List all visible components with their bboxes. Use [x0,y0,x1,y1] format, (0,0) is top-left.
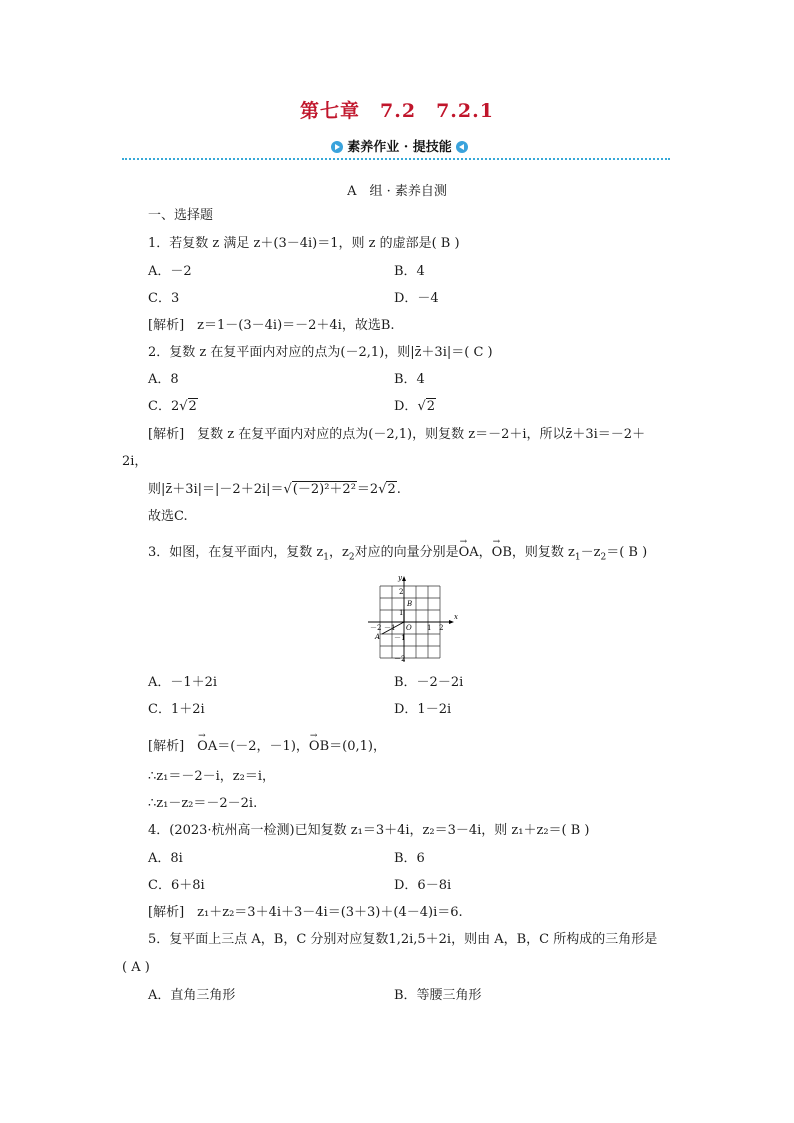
q3-analysis-line2: ∴z₁＝－2－i，z₂＝i， [148,769,275,784]
q3-analysis-line1 [148,738,386,756]
sqrt-sign: √ [179,399,188,414]
q3-option-d: D．1－2i [394,702,452,717]
analysis-text: ＝(－2，－1)， [217,739,309,754]
analysis-text: z＝1－(3－4i)＝－2＋4i，故选B. [197,318,395,333]
x-axis-label: x [454,613,458,621]
y-axis-label: y [398,574,402,582]
sqrt-radicand: (－2)²＋2² [292,482,356,497]
subscript: 1 [323,552,329,563]
y-tick: －1 [394,634,406,642]
q2-option-b: B．4 [394,372,425,387]
q2-option-d [394,398,436,416]
banner-label [307,138,492,158]
x-tick: 2 [439,624,444,632]
analysis-text: ＝2 [356,482,379,497]
part-heading: 一、选择题 [148,208,214,223]
subscript: 1 [574,552,581,563]
q3-option-c: C．1＋2i [148,702,205,717]
q4-option-b: B．6 [394,851,425,866]
q4-option-d: D．6－8i [394,878,452,893]
sqrt-radicand: 2 [426,399,436,414]
page-title: 第七章 7.2 7.2.1 [300,100,494,122]
arrow-left-icon [456,141,468,153]
x-tick: 1 [427,624,432,632]
x-tick: －2 [370,624,382,632]
q1-analysis [148,317,395,335]
section-banner [122,138,670,160]
vector-oa: → OA [459,544,479,562]
q3-option-b: B．－2－2i [394,675,464,690]
vector-oa: → OA [197,738,217,756]
q1-option-d: D．－4 [394,291,439,306]
q3-option-a: A．－1＋2i [148,675,218,690]
q5-stem-line2: ( A ) [122,960,150,975]
q1-option-c: C．3 [148,291,180,306]
origin-label: O [406,624,412,632]
analysis-label: [解析] [148,427,185,442]
analysis-text: 复数 z 在复平面内对应的点为(－2,1)，则复数 z＝－2＋i，所以z̄＋3i＝－2＋ [197,427,646,442]
analysis-text: z₁＋z₂＝3＋4i＋3－4i＝(3＋3)＋(4－4)i＝6. [197,905,463,920]
complex-plane-figure [366,572,462,664]
q4-stem: 4．(2023·杭州高一检测)已知复数 z₁＝3＋4i，z₂＝3－4i，则 z₁＋z₂＝( B ) [148,823,590,838]
q3-stem [148,544,647,567]
q2-analysis-line3 [148,481,401,499]
q1-option-a: A．－2 [148,264,192,279]
sqrt-sign: √ [417,399,426,414]
option-text: D． [394,399,418,414]
q2-option-c [148,398,198,416]
vector-ob: → OB [492,544,512,562]
q2-analysis-line4: 故选C. [148,509,188,524]
y-tick: 1 [399,609,404,617]
q5-option-b: B．等腰三角形 [394,988,482,1003]
section-a-heading: A 组 · 素养自测 [347,184,447,199]
analysis-text: . [396,482,401,497]
stem-text: －z [580,545,601,560]
stem-text: 3．如图，在复平面内，复数 z [148,545,324,560]
sqrt-sign: √ [283,482,292,497]
q5-stem-line1: 5．复平面上三点 A，B，C 分别对应复数1,2i,5＋2i，则由 A，B，C 所构成的三角形是 [148,932,658,947]
q3-analysis-line3: ∴z₁－z₂＝－2－2i. [148,796,258,811]
sqrt-radicand: 2 [387,482,396,497]
sqrt-sign: √ [378,482,387,497]
x-tick: －1 [384,624,396,632]
banner-text: 素养作业 · 提技能 [347,140,452,155]
subscript: 2 [348,552,355,563]
stem-text: 对应的向量分别是 [354,545,459,560]
y-tick: －2 [394,655,406,663]
q5-option-a: A．直角三角形 [148,988,236,1003]
analysis-label: [解析] [148,905,185,920]
y-tick: 2 [399,588,404,596]
point-b-label: B [407,600,413,608]
point-a-label: A [375,633,381,641]
q2-analysis-line2: 2i， [122,454,148,469]
q2-analysis-line1 [148,426,645,444]
q4-option-c: C．6＋8i [148,878,205,893]
option-text: C．2 [148,399,180,414]
stem-text: ，则复数 z [511,545,575,560]
sqrt-radicand: 2 [188,399,197,414]
q2-option-a: A．8 [148,372,179,387]
q1-stem: 1．若复数 z 满足 z＋(3－4i)＝1，则 z 的虚部是( B ) [148,236,460,251]
analysis-label: [解析] [148,318,185,333]
stem-text: ， [478,545,492,560]
stem-text: ＝( B ) [606,545,648,560]
arrow-right-icon [331,141,343,153]
analysis-text: 则|z̄＋3i|＝|－2＋2i|＝ [148,482,284,497]
q4-analysis [148,904,463,922]
q4-option-a: A．8i [148,851,183,866]
analysis-text: ＝(0,1)， [329,739,386,754]
subscript: 2 [600,552,607,563]
stem-text: ，z [329,545,349,560]
dotted-divider [122,158,670,160]
q1-option-b: B．4 [394,264,425,279]
analysis-label: [解析] [148,739,185,754]
q2-stem: 2．复数 z 在复平面内对应的点为(－2,1)，则|z̄＋3i|＝( C ) [148,345,493,360]
vector-ob: → OB [309,738,329,756]
